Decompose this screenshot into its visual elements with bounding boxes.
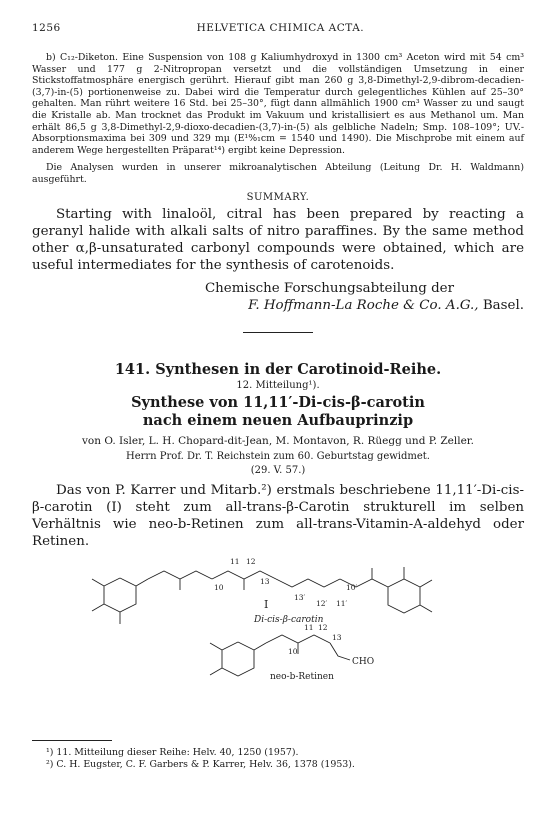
- running-header: [32, 22, 524, 38]
- article-date: (29. V. 57.): [250, 464, 306, 476]
- article-number-title: 141. Synthesen in der Carotinoid-Reihe.: [114, 360, 442, 378]
- retinen-label-12: 12: [318, 622, 328, 632]
- retinen-label-13: 13: [332, 632, 342, 642]
- compound-name-carotin: Di-cis-β-carotin: [254, 614, 324, 625]
- summary-text: Starting with linaloöl, citral has been prepared by reacting a geranyl halide with alkali salts of nitro paraffines. By the same method other α,β-unsaturated carbonyl compounds were obtained, which are useful intermediates for the synthesis of carotenoids.: [32, 206, 524, 273]
- analysis-note: Die Analysen wurden in unserer mikroanalytischen Abteilung (Leitung Dr. H. Waldmann) ausgeführt.: [32, 162, 524, 185]
- experimental-paragraph: b) C₁₂-Diketon. Eine Suspension von 108 g Kaliumhydroxyd in 1300 cm³ Aceton wird mit 54 cm³ Wasser und 177 g 2-Nitropropan versetzt und die vollständigen Umsetzung in einer Stickstoffatmosphäre energisch gerührt. Hierauf gibt man 260 g 3,8-Dimethyl-2,9-dibrom-decadien-(3,7)-in-(5) portionenweise zu. Dabei wird die Temperatur durch gelegentliches Kühlen auf 25–30° gehalten. Man rührt weitere 16 Std. bei 25–30°, fügt dann allmählich 1900 cm³ Wasser zu und saugt die Kristalle ab. Man trocknet das Produkt im Vakuum und kristallisiert es aus Methanol um. Man erhält 86,5 g 3,8-Dimethyl-2,9-dioxo-decadien-(3,7)-in-(5) als gelbliche Nadeln; Smp. 108–109°; UV.-Absorptionsmaxima bei 309 und 329 mμ (E¹%₁cm = 1540 und 1490). Die Mischprobe mit einem auf anderem Wege hergestellten Präparat¹⁴) ergibt keine Depression.: [32, 52, 524, 156]
- label-12p: 12′: [316, 598, 328, 608]
- signature-company: [32, 297, 524, 314]
- footnotes: [32, 740, 524, 771]
- label-12: 12: [246, 556, 256, 566]
- retinen-label-10: 10: [288, 646, 298, 656]
- page-number: 1256: [32, 22, 61, 34]
- label-13p: 13′: [294, 592, 306, 602]
- summary-heading: SUMMARY.: [246, 191, 310, 203]
- article-title: [32, 394, 524, 430]
- signature-department: Chemische Forschungsabteilung der: [204, 280, 454, 296]
- compound-number: I: [264, 597, 269, 611]
- label-13: 13: [260, 576, 270, 586]
- article-subtitle: 12. Mitteilung¹).: [236, 379, 320, 391]
- article-title-line2: nach einem neuen Aufbauprinzip: [142, 411, 414, 429]
- retinen-label-11: 11: [304, 622, 314, 632]
- label-11: 11: [230, 556, 240, 566]
- compound-name-retinen: neo-b-Retinen: [270, 671, 334, 680]
- section-divider: [243, 332, 313, 333]
- signature-company-name: F. Hoffmann-La Roche & Co. A.G.,: [248, 297, 479, 313]
- label-10: 10: [214, 582, 224, 592]
- retinen-structure: [210, 632, 350, 676]
- signature-place: Basel.: [482, 297, 524, 313]
- article-title-line1: Synthese von 11,11′-Di-cis-β-carotin: [131, 393, 425, 411]
- footnote-2: ²) C. H. Eugster, C. F. Garbers & P. Karrer, Helv. 36, 1378 (1953).: [46, 759, 355, 770]
- footnote-1: ¹) 11. Mitteilung dieser Reihe: Helv. 40, 1250 (1957).: [46, 747, 299, 758]
- article-authors: von O. Isler, L. H. Chopard-dit-Jean, M. Montavon, R. Rüegg und P. Zeller.: [81, 434, 475, 447]
- journal-title: HELVETICA CHIMICA ACTA.: [196, 22, 365, 34]
- aldehyde-label: CHO: [352, 656, 375, 667]
- article-intro: [32, 482, 524, 550]
- article-dedication: Herrn Prof. Dr. T. Reichstein zum 60. Geburtstag gewidmet.: [125, 450, 430, 462]
- summary-body: [32, 206, 524, 274]
- label-10p: 10′: [346, 582, 358, 592]
- intro-text: Das von P. Karrer und Mitarb.²) erstmals beschriebene 11,11′-Di-cis-β-carotin (I) steht zum all-trans-β-Carotin strukturell im selben Verhältnis wie neo-b-Retinen zum all-trans-Vitamin-A-aldehyd oder Retinen.: [32, 482, 524, 549]
- signature: [32, 280, 524, 314]
- experimental-section: [32, 52, 524, 186]
- structure-figure: [32, 550, 524, 680]
- label-11p: 11′: [336, 598, 348, 608]
- footnote-rule: [32, 740, 112, 741]
- page: [32, 22, 524, 680]
- structure-drawing: [32, 550, 524, 680]
